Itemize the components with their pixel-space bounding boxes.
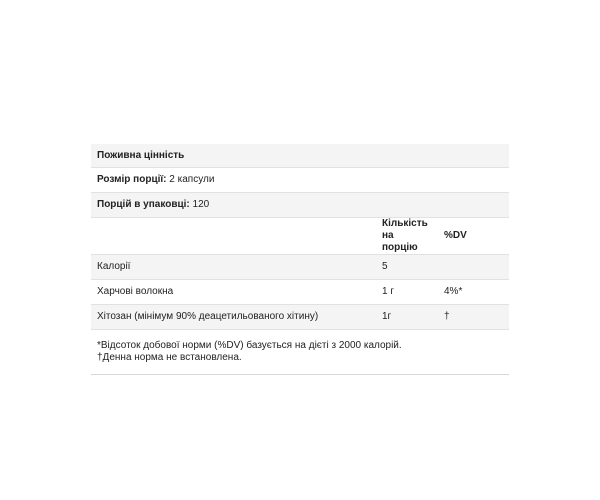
nutrient-amount: 5 — [376, 255, 438, 280]
nutrient-dv — [438, 255, 509, 280]
dv-header: %DV — [438, 218, 509, 255]
nutrient-header-empty — [91, 218, 376, 255]
serving-size-label: Розмір порції: — [97, 174, 167, 185]
serving-size-value: 2 капсули — [169, 174, 215, 185]
serving-size — [91, 168, 509, 193]
nutrient-dv: 4%* — [438, 280, 509, 305]
servings-per-container-label: Порцій в упаковці: — [97, 199, 190, 210]
footnote-dv-basis: *Відсоток добової норми (%DV) базується на дієті з 2000 калорій. — [97, 340, 402, 351]
nutrient-name: Калорії — [91, 255, 376, 280]
nutrient-amount: 1 г — [376, 280, 438, 305]
nutrient-amount: 1г — [376, 305, 438, 330]
title-row — [91, 144, 509, 168]
column-header-row — [91, 218, 509, 255]
amount-per-serving-header: Кількість на порцію — [376, 218, 438, 255]
table-row — [91, 305, 509, 330]
servings-per-container — [91, 193, 509, 218]
nutrient-name: Хітозан (мінімум 90% деацетильованого хітину) — [91, 305, 376, 330]
nutrient-dv: † — [438, 305, 509, 330]
servings-per-container-value: 120 — [192, 199, 210, 210]
facts-title: Поживна цінність — [91, 144, 509, 168]
supplement-facts-table — [91, 144, 509, 375]
footnotes-row — [91, 330, 509, 375]
table-row — [91, 280, 509, 305]
footnote-no-daily-value: †Денна норма не встановлена. — [97, 352, 242, 363]
nutrient-name: Харчові волокна — [91, 280, 376, 305]
servings-per-container-row — [91, 193, 509, 218]
table-row — [91, 255, 509, 280]
serving-size-row — [91, 168, 509, 193]
footnotes — [91, 330, 509, 375]
